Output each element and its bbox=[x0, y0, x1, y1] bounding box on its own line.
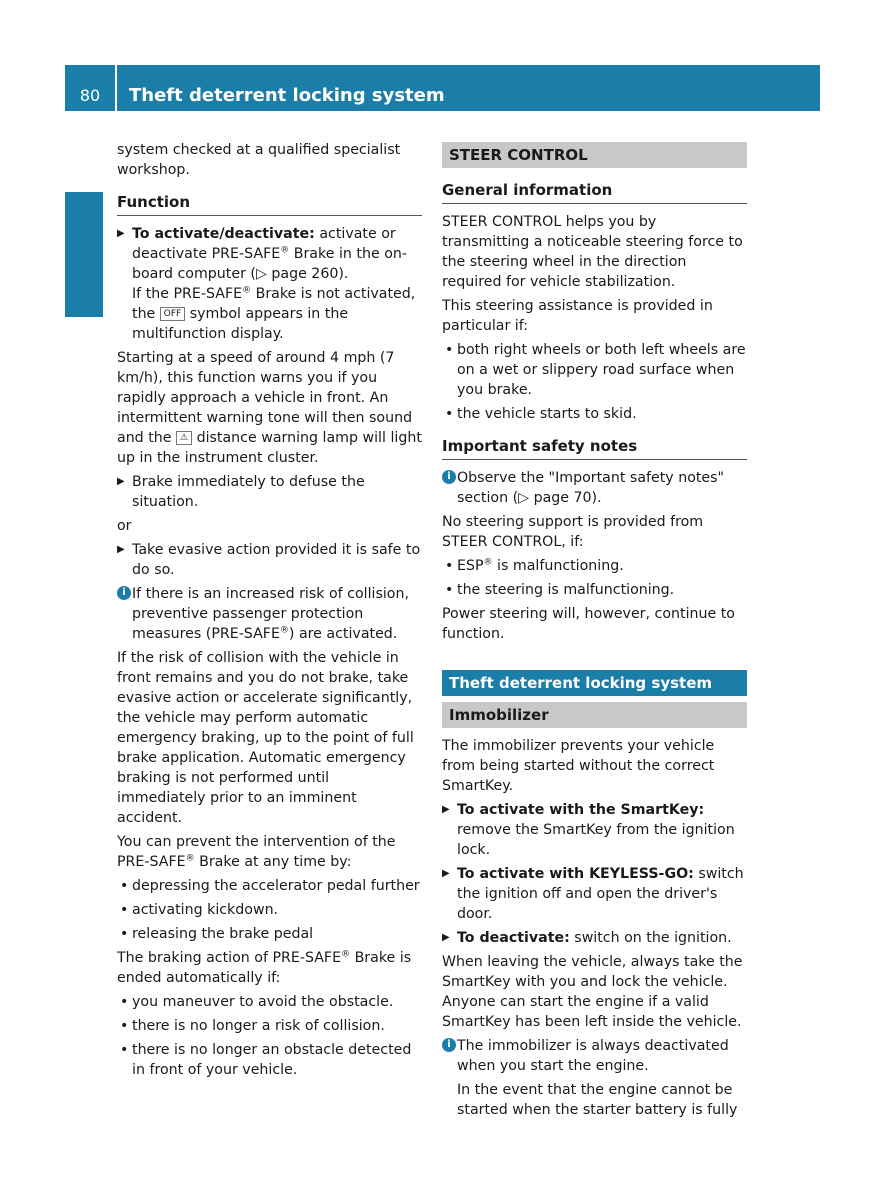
page-number: 80 bbox=[79, 86, 101, 105]
bullet-icon: • bbox=[120, 1018, 129, 1034]
step-note bbox=[132, 284, 422, 344]
paragraph-text: Brake is ended automatically if: bbox=[117, 950, 412, 986]
step-text: Take evasive action provided it is safe to do so. bbox=[132, 542, 421, 578]
left-column bbox=[117, 140, 422, 1084]
info-icon: i bbox=[117, 586, 131, 600]
or-text: or bbox=[117, 518, 132, 534]
safety-notes-heading: Important safety notes bbox=[442, 436, 747, 460]
note-text: Brake is not activated, the bbox=[132, 286, 416, 322]
step-label: To activate with the SmartKey: bbox=[457, 802, 705, 818]
registered-mark: ® bbox=[341, 949, 351, 960]
right-column bbox=[442, 140, 747, 1124]
list-text: is malfunctioning. bbox=[492, 558, 624, 574]
assist-paragraph: This steering assistance is provided in particular if: bbox=[442, 298, 713, 334]
arrow-icon: ▶ bbox=[442, 868, 450, 879]
step-label: To activate with KEYLESS-GO: bbox=[457, 866, 694, 882]
no-support-paragraph: No steering support is provided from STEER CONTROL, if: bbox=[442, 514, 704, 550]
bullet-icon: • bbox=[120, 902, 129, 918]
registered-mark: ® bbox=[185, 853, 195, 864]
list-text: the vehicle starts to skid. bbox=[457, 406, 637, 422]
steer-paragraph: STEER CONTROL helps you by transmitting a noticeable steering force to the steering wheel in the direction required for vehicle stabilization. bbox=[442, 214, 743, 290]
arrow-icon: ▶ bbox=[442, 804, 450, 815]
bullet-icon: • bbox=[120, 994, 129, 1010]
step-activate-keyless bbox=[442, 864, 747, 924]
bullet-icon: • bbox=[445, 342, 454, 358]
list-text: there is no longer an obstacle detected in front of your vehicle. bbox=[132, 1042, 412, 1078]
list-item bbox=[117, 1040, 422, 1080]
info-text: ) are activated. bbox=[288, 626, 398, 642]
immobilizer-bar: Immobilizer bbox=[442, 702, 747, 728]
registered-mark: ® bbox=[279, 625, 289, 636]
list-item bbox=[442, 580, 747, 600]
info-note bbox=[442, 1036, 747, 1120]
theft-system-bar: Theft deterrent locking system bbox=[442, 670, 747, 696]
registered-mark: ® bbox=[483, 557, 493, 568]
list-text: ESP bbox=[457, 558, 484, 574]
general-info-heading: General information bbox=[442, 180, 747, 204]
arrow-icon: ▶ bbox=[117, 544, 125, 555]
step-text: switch the ignition off and open the driver's door. bbox=[457, 866, 744, 922]
bullet-icon: • bbox=[120, 878, 129, 894]
note-text: symbol appears in the multifunction display. bbox=[132, 306, 349, 342]
bullet-icon: • bbox=[120, 1042, 129, 1058]
step-text: activate or deactivate PRE-SAFE bbox=[132, 226, 396, 262]
paragraph-text: You can prevent the intervention of the PRE-SAFE bbox=[117, 834, 396, 870]
step-activate-smartkey bbox=[442, 800, 747, 860]
list-text: there is no longer a risk of collision. bbox=[132, 1018, 385, 1034]
step-label: To deactivate: bbox=[457, 930, 570, 946]
info-note bbox=[442, 468, 747, 508]
info-icon: i bbox=[442, 470, 456, 484]
speed-paragraph bbox=[117, 348, 422, 468]
step-label: To activate/deactivate: bbox=[132, 226, 315, 242]
section-label-text: Safety bbox=[82, 235, 104, 305]
list-item bbox=[117, 924, 422, 944]
list-text: activating kickdown. bbox=[132, 902, 279, 918]
note-text: If the PRE-SAFE bbox=[132, 286, 243, 302]
step-text: Brake immediately to defuse the situation. bbox=[132, 474, 365, 510]
info-text: The immobilizer is always deactivated when you start the engine. bbox=[457, 1038, 729, 1074]
bullet-icon: • bbox=[120, 926, 129, 942]
list-text: you maneuver to avoid the obstacle. bbox=[132, 994, 394, 1010]
step-evasive bbox=[117, 540, 422, 580]
arrow-icon: ▶ bbox=[117, 228, 125, 239]
page-header bbox=[65, 65, 820, 111]
spacer bbox=[442, 648, 747, 670]
section-tab-label bbox=[65, 220, 121, 320]
intro-text: system checked at a qualified specialist workshop. bbox=[117, 142, 401, 178]
leaving-paragraph: When leaving the vehicle, always take the SmartKey with you and lock the vehicle. Anyone can start the engine if a valid SmartKey has been left inside the vehicle. bbox=[442, 954, 743, 1030]
step-activate bbox=[117, 224, 422, 344]
bullet-icon: • bbox=[445, 582, 454, 598]
registered-mark: ® bbox=[280, 245, 290, 256]
list-item bbox=[442, 404, 747, 424]
list-item bbox=[442, 340, 747, 400]
function-heading: Function bbox=[117, 192, 422, 216]
list-item bbox=[117, 992, 422, 1012]
info-text: If there is an increased risk of collision, preventive passenger protection measures (PRE-SAFE bbox=[132, 586, 409, 642]
arrow-icon: ▶ bbox=[442, 932, 450, 943]
list-text: depressing the accelerator pedal further bbox=[132, 878, 420, 894]
presafe-off-icon: OFF bbox=[160, 307, 185, 321]
step-text: switch on the ignition. bbox=[569, 930, 732, 946]
registered-mark: ® bbox=[242, 285, 252, 296]
steer-control-bar: STEER CONTROL bbox=[442, 142, 747, 168]
list-text: the steering is malfunctioning. bbox=[457, 582, 675, 598]
paragraph-text: Starting at a speed of around 4 mph (7 km/h), this function warns you if you rapidly approach a vehicle in front. An intermittent warning tone will then sound and the bbox=[117, 350, 413, 446]
distance-warning-icon: ⚠ bbox=[176, 431, 192, 445]
info-icon: i bbox=[442, 1038, 456, 1052]
prevent-paragraph bbox=[117, 832, 422, 872]
list-text: releasing the brake pedal bbox=[132, 926, 314, 942]
page-title: Theft deterrent locking system bbox=[129, 85, 445, 106]
list-item bbox=[117, 1016, 422, 1036]
list-item bbox=[117, 900, 422, 920]
immobilizer-paragraph: The immobilizer prevents your vehicle from being started without the correct SmartKey. bbox=[442, 738, 715, 794]
step-brake bbox=[117, 472, 422, 512]
power-steering-paragraph: Power steering will, however, continue to function. bbox=[442, 606, 735, 642]
paragraph-text: Brake at any time by: bbox=[194, 854, 352, 870]
bullet-icon: • bbox=[445, 558, 454, 574]
info-note bbox=[117, 584, 422, 644]
arrow-icon: ▶ bbox=[117, 476, 125, 487]
info-text-continued: In the event that the engine cannot be started when the starter battery is fully bbox=[457, 1082, 738, 1118]
list-item bbox=[117, 876, 422, 896]
bullet-icon: • bbox=[445, 406, 454, 422]
list-item bbox=[442, 556, 747, 576]
step-text: Brake in the on-board computer (▷ page 260). bbox=[132, 246, 407, 282]
list-text: both right wheels or both left wheels are on a wet or slippery road surface when you brake. bbox=[457, 342, 746, 398]
header-divider bbox=[115, 65, 117, 111]
paragraph-text: The braking action of PRE-SAFE bbox=[117, 950, 342, 966]
info-text: Observe the "Important safety notes" section (▷ page 70). bbox=[457, 470, 725, 506]
step-deactivate bbox=[442, 928, 747, 948]
risk-paragraph: If the risk of collision with the vehicle in front remains and you do not brake, take evasive action or accelerate significantly, the vehicle may perform automatic emergency braking, up to the point of full brake application. Automatic emergency braking is not performed until immediately prior to an imminent accident. bbox=[117, 650, 414, 826]
paragraph-text: distance warning lamp will light up in the instrument cluster. bbox=[117, 430, 422, 466]
step-text: remove the SmartKey from the ignition lock. bbox=[457, 822, 735, 858]
ended-paragraph bbox=[117, 948, 422, 988]
